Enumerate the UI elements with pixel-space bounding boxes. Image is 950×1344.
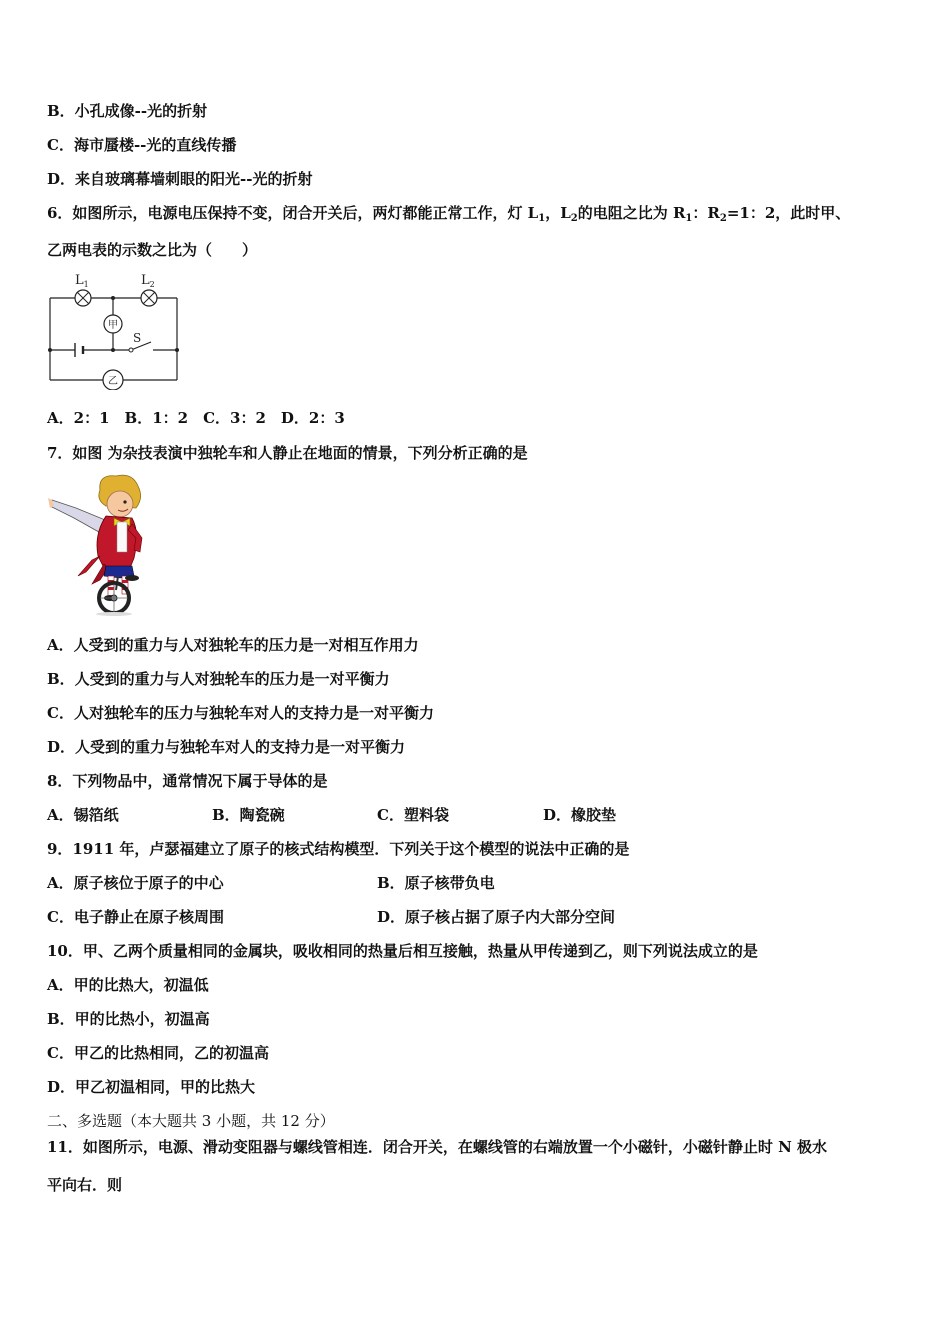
q6-sub-4: 2 [719,213,727,224]
q9-stem: 9．1911 年，卢瑟福建立了原子的核式结构模型．下列关于这个模型的说法中正确的是 [47,840,630,858]
q7-option-b: B．人受到的重力与人对独轮车的压力是一对平衡力 [47,670,390,688]
q11-stem-line1: 11．如图所示，电源、滑动变阻器与螺线管相连．闭合开关，在螺线管的右端放置一个小磁针，小磁针静止时 N 极水 [47,1138,828,1156]
battery-icon [75,343,83,357]
q6-sub-3: 1 [685,213,693,224]
q8-option-a: A．锡箔纸 [47,806,119,824]
q6-options: A．2：1 B．1：2 C．3：2 D．2：3 [47,409,345,427]
lamp-l1-icon [75,290,91,306]
q6-text-b: ，L [545,204,571,222]
q9-option-b: B．原子核带负电 [377,874,495,892]
q9-option-a: A．原子核位于原子的中心 [47,874,224,892]
q7-stem: 7．如图 为杂技表演中独轮车和人静止在地面的情景，下列分析正确的是 [47,444,528,462]
meter-yi-label: 乙 [108,376,118,387]
q9-option-c: C．电子静止在原子核周围 [47,908,224,926]
q9-option-d: D．原子核占据了原子内大部分空间 [377,908,616,926]
q6-sub-1: 1 [538,213,546,224]
label-l2-letter: L [141,273,150,288]
q5-option-b: B．小孔成像--光的折射 [47,102,208,120]
q11-stem-line2: 平向右．则 [47,1176,123,1194]
label-l1-letter: L [75,273,84,288]
q5-option-c: C．海市蜃楼--光的直线传播 [47,136,237,154]
label-l2 [141,273,155,289]
section2-title: 二、多选题（本大题共 3 小题，共 12 分） [47,1112,335,1130]
label-l2-sub: 2 [149,280,155,289]
q7-option-a: A．人受到的重力与人对独轮车的压力是一对相互作用力 [47,636,419,654]
q6-text-c: 的电阻之比为 R [577,204,686,222]
q10-option-b: B．甲的比热小，初温高 [47,1010,210,1028]
label-l1 [75,273,89,289]
label-l1-sub: 1 [83,280,89,289]
label-switch: S [133,331,142,345]
q6-text-a: 6．如图所示，电源电压保持不变，闭合开关后，两灯都能正常工作，灯 L [47,204,539,222]
q8-option-c: C．塑料袋 [377,806,449,824]
q10-option-c: C．甲乙的比热相同，乙的初温高 [47,1044,269,1062]
meter-jia-label: 甲 [108,320,118,331]
circuit-diagram [45,270,185,390]
lamp-l2-icon [141,290,157,306]
q6-text-d: ：R [692,204,720,222]
q8-option-d: D．橡胶垫 [543,806,617,824]
q7-option-c: C．人对独轮车的压力与独轮车对人的支持力是一对平衡力 [47,704,434,722]
q10-option-a: A．甲的比热大，初温低 [47,976,209,994]
q6-text-e: =1：2，此时甲、 [726,204,851,222]
q8-option-b: B．陶瓷碗 [212,806,285,824]
q6-sub-2: 2 [570,213,578,224]
q6-stem-line1 [47,203,850,229]
q7-option-d: D．人受到的重力与独轮车对人的支持力是一对平衡力 [47,738,406,756]
q8-stem: 8．下列物品中，通常情况下属于导体的是 [47,772,328,790]
unicycle-performer-image [48,472,158,617]
q6-stem-line2: 乙两电表的示数之比为（ ） [47,241,258,259]
q10-option-d: D．甲乙初温相同，甲的比热大 [47,1078,256,1096]
q10-stem: 10．甲、乙两个质量相同的金属块，吸收相同的热量后相互接触，热量从甲传递到乙，则下列说法成立的是 [47,942,758,960]
q5-option-d: D．来自玻璃幕墙刺眼的阳光--光的折射 [47,170,313,188]
